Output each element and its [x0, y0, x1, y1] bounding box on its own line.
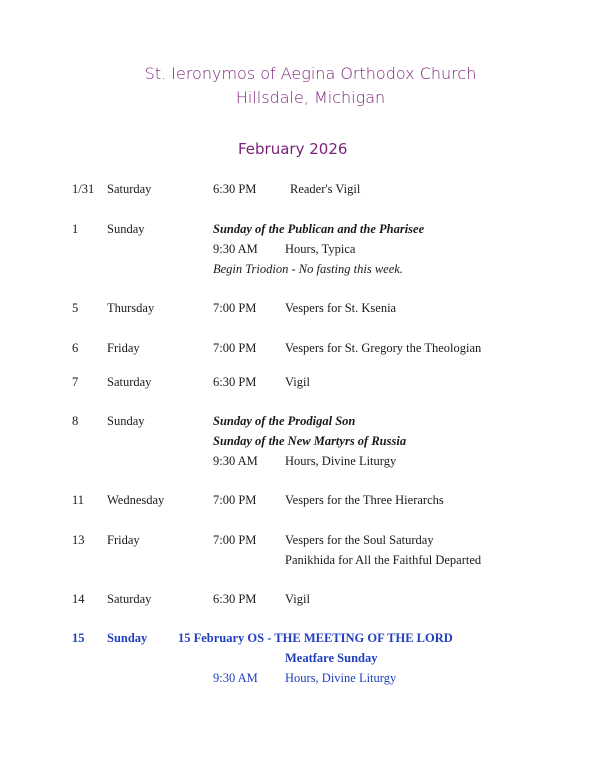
row-date: 1	[72, 222, 79, 236]
row-feast: Sunday of the New Martyrs of Russia	[213, 434, 407, 448]
row-time: 9:30 AM	[213, 454, 258, 468]
row-day: Sunday	[107, 414, 145, 428]
row-day: Saturday	[107, 375, 152, 389]
row-service: Vespers for the Soul Saturday	[285, 533, 434, 547]
row-time: 6:30 PM	[213, 182, 257, 196]
row-day: Friday	[107, 533, 140, 547]
row-day: Thursday	[107, 301, 155, 315]
row-time: 7:00 PM	[213, 301, 257, 315]
church-name: St. Ieronymos of Aegina Orthodox Church	[144, 64, 477, 83]
row-time: 7:00 PM	[213, 493, 257, 507]
row-time: 6:30 PM	[213, 375, 257, 389]
row-service: Vespers for the Three Hierarchs	[285, 493, 444, 507]
row-day: Sunday	[107, 631, 148, 645]
row-time: 7:00 PM	[213, 341, 257, 355]
row-date: 15	[72, 631, 85, 645]
row-time: 6:30 PM	[213, 592, 257, 606]
row-service: Vespers for St. Ksenia	[285, 301, 397, 315]
row-service: Hours, Divine Liturgy	[285, 671, 397, 685]
row-date: 6	[72, 341, 79, 355]
row-date: 14	[72, 592, 85, 606]
row-date: 7	[72, 375, 79, 389]
row-service: Reader's Vigil	[290, 182, 361, 196]
row-feast: Sunday of the Publican and the Pharisee	[213, 222, 425, 236]
month-title: February 2026	[238, 140, 348, 158]
row-service: Vigil	[285, 375, 310, 389]
row-service: Vigil	[285, 592, 310, 606]
row-date: 13	[72, 533, 85, 547]
row-date: 1/31	[72, 182, 95, 196]
row-service: Hours, Typica	[285, 242, 356, 256]
row-day: Saturday	[107, 592, 152, 606]
row-service: Meatfare Sunday	[285, 651, 378, 665]
row-date: 8	[72, 414, 79, 428]
row-time: 7:00 PM	[213, 533, 257, 547]
row-feast: Sunday of the Prodigal Son	[213, 414, 356, 428]
church-location: Hillsdale, Michigan	[235, 88, 386, 107]
row-date: 11	[72, 493, 85, 507]
row-feast: 15 February OS - THE MEETING OF THE LORD	[178, 631, 453, 645]
row-time: 9:30 AM	[213, 242, 258, 256]
row-day: Friday	[107, 341, 140, 355]
row-service: Vespers for St. Gregory the Theologian	[285, 341, 482, 355]
row-date: 5	[72, 301, 79, 315]
row-service: Panikhida for All the Faithful Departed	[285, 553, 482, 567]
row-time: 9:30 AM	[213, 671, 258, 685]
row-day: Wednesday	[107, 493, 165, 507]
row-note: Begin Triodion - No fasting this week.	[213, 262, 403, 276]
row-service: Hours, Divine Liturgy	[285, 454, 397, 468]
row-day: Sunday	[107, 222, 145, 236]
row-day: Saturday	[107, 182, 152, 196]
